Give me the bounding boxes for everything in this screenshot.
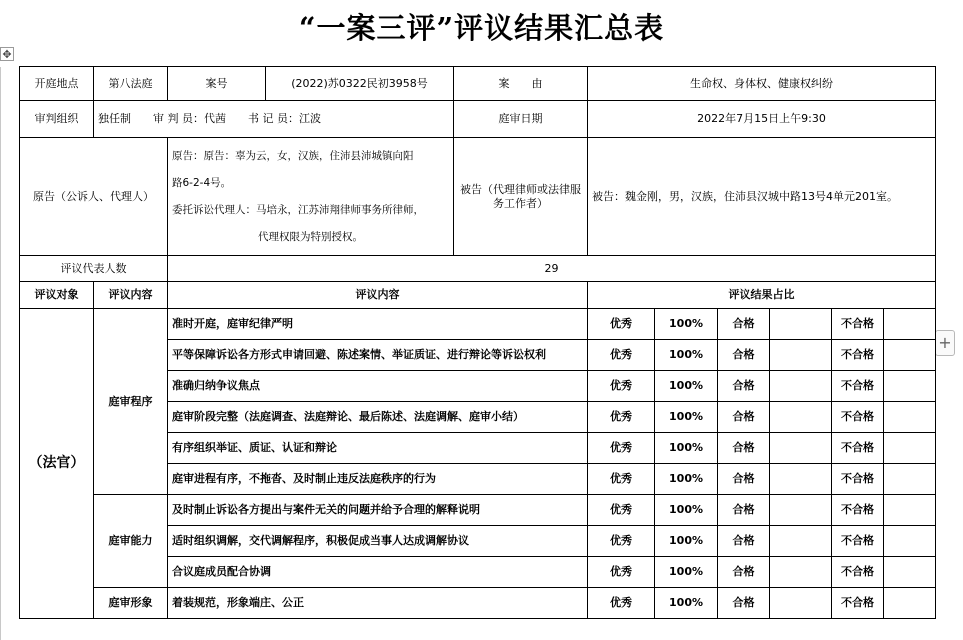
plaintiff-line: 委托诉讼代理人：马培永，江苏沛翔律师事务所律师， bbox=[172, 203, 424, 216]
table-move-handle-icon[interactable]: ✥ bbox=[0, 47, 14, 61]
col-item-header: 评议内容 bbox=[94, 282, 168, 309]
court-place-label: 开庭地点 bbox=[20, 67, 94, 101]
fail-percent bbox=[884, 309, 936, 340]
cause-value: 生命权、身体权、健康权纠纷 bbox=[588, 67, 936, 101]
grade-pass: 合格 bbox=[718, 433, 770, 464]
evaluation-row bbox=[20, 588, 936, 619]
grade-excellent: 优秀 bbox=[588, 495, 655, 526]
reps-row bbox=[20, 256, 936, 282]
excellent-percent: 100% bbox=[655, 464, 718, 495]
excellent-percent: 100% bbox=[655, 402, 718, 433]
date-label: 庭审日期 bbox=[454, 101, 588, 138]
grade-excellent: 优秀 bbox=[588, 526, 655, 557]
col-result-header: 评议结果占比 bbox=[588, 282, 936, 309]
col-content-header: 评议内容 bbox=[168, 282, 588, 309]
excellent-percent: 100% bbox=[655, 495, 718, 526]
reps-label: 评议代表人数 bbox=[20, 256, 168, 282]
excellent-percent: 100% bbox=[655, 371, 718, 402]
pass-percent bbox=[770, 371, 832, 402]
case-no-value: (2022)苏0322民初3958号 bbox=[266, 67, 454, 101]
grade-excellent: 优秀 bbox=[588, 433, 655, 464]
court-place-value: 第八法庭 bbox=[94, 67, 168, 101]
criterion-text: 平等保障诉讼各方形式申请回避、陈述案情、举证质证、进行辩论等诉讼权利 bbox=[168, 340, 588, 371]
excellent-percent: 100% bbox=[655, 588, 718, 619]
criterion-text: 庭审进程有序，不拖沓、及时制止违反法庭秩序的行为 bbox=[168, 464, 588, 495]
excellent-percent: 100% bbox=[655, 433, 718, 464]
grade-fail: 不合格 bbox=[832, 371, 884, 402]
defendant-label: 被告（代理律师或法律服务工作者） bbox=[454, 138, 588, 256]
grade-fail: 不合格 bbox=[832, 433, 884, 464]
pass-percent bbox=[770, 402, 832, 433]
plaintiff-line: 代理权限为特别授权。 bbox=[258, 230, 363, 243]
add-row-button[interactable]: + bbox=[935, 330, 955, 356]
fail-percent bbox=[884, 557, 936, 588]
date-value: 2022年7月15日上午9:30 bbox=[588, 101, 936, 138]
grade-fail: 不合格 bbox=[832, 402, 884, 433]
evaluation-row bbox=[20, 495, 936, 526]
fail-percent bbox=[884, 371, 936, 402]
column-header-row bbox=[20, 282, 936, 309]
header-row-2 bbox=[20, 101, 936, 138]
pass-percent bbox=[770, 526, 832, 557]
grade-fail: 不合格 bbox=[832, 340, 884, 371]
plaintiff-info bbox=[168, 138, 454, 256]
reps-count: 29 bbox=[168, 256, 936, 282]
grade-fail: 不合格 bbox=[832, 526, 884, 557]
grade-excellent: 优秀 bbox=[588, 340, 655, 371]
plaintiff-line: 原告：原告：辜为云，女，汉族，住沛县沛城镇向阳 bbox=[172, 149, 414, 162]
grade-pass: 合格 bbox=[718, 371, 770, 402]
grade-excellent: 优秀 bbox=[588, 588, 655, 619]
grade-pass: 合格 bbox=[718, 588, 770, 619]
grade-excellent: 优秀 bbox=[588, 402, 655, 433]
grade-excellent: 优秀 bbox=[588, 557, 655, 588]
pass-percent bbox=[770, 557, 832, 588]
grade-fail: 不合格 bbox=[832, 557, 884, 588]
org-value: 独任制 审 判 员：代茜 书 记 员：江波 bbox=[94, 101, 454, 138]
group-name-cell: 庭审程序 bbox=[94, 309, 168, 495]
pass-percent bbox=[770, 309, 832, 340]
grade-pass: 合格 bbox=[718, 402, 770, 433]
grade-fail: 不合格 bbox=[832, 495, 884, 526]
criterion-text: 准时开庭，庭审纪律严明 bbox=[168, 309, 588, 340]
grade-fail: 不合格 bbox=[832, 588, 884, 619]
header-row-1 bbox=[20, 67, 936, 101]
cause-label: 案 由 bbox=[454, 67, 588, 101]
criterion-text: 着装规范，形象端庄、公正 bbox=[168, 588, 588, 619]
grade-excellent: 优秀 bbox=[588, 371, 655, 402]
pass-percent bbox=[770, 495, 832, 526]
criterion-text: 有序组织举证、质证、认证和辩论 bbox=[168, 433, 588, 464]
grade-pass: 合格 bbox=[718, 340, 770, 371]
excellent-percent: 100% bbox=[655, 309, 718, 340]
grade-fail: 不合格 bbox=[832, 309, 884, 340]
org-label: 审判组织 bbox=[20, 101, 94, 138]
page-title: “一案三评”评议结果汇总表 bbox=[298, 11, 665, 45]
pass-percent bbox=[770, 433, 832, 464]
grade-pass: 合格 bbox=[718, 495, 770, 526]
fail-percent bbox=[884, 464, 936, 495]
defendant-info: 被告：魏金刚，男，汉族，住沛县汉城中路13号4单元201室。 bbox=[588, 138, 936, 256]
criterion-text: 合议庭成员配合协调 bbox=[168, 557, 588, 588]
pass-percent bbox=[770, 588, 832, 619]
excellent-percent: 100% bbox=[655, 340, 718, 371]
criterion-text: 准确归纳争议焦点 bbox=[168, 371, 588, 402]
grade-pass: 合格 bbox=[718, 526, 770, 557]
pass-percent bbox=[770, 464, 832, 495]
fail-percent bbox=[884, 495, 936, 526]
grade-fail: 不合格 bbox=[832, 464, 884, 495]
plaintiff-label: 原告（公诉人、代理人） bbox=[20, 138, 168, 256]
grade-excellent: 优秀 bbox=[588, 464, 655, 495]
col-target-header: 评议对象 bbox=[20, 282, 94, 309]
grade-pass: 合格 bbox=[718, 557, 770, 588]
excellent-percent: 100% bbox=[655, 557, 718, 588]
grade-excellent: 优秀 bbox=[588, 309, 655, 340]
group-name-cell: 庭审形象 bbox=[94, 588, 168, 619]
criterion-text: 及时制止诉讼各方提出与案件无关的问题并给予合理的解释说明 bbox=[168, 495, 588, 526]
page-edge-line bbox=[0, 67, 1, 640]
criterion-text: 庭审阶段完整（法庭调查、法庭辩论、最后陈述、法庭调解、庭审小结） bbox=[168, 402, 588, 433]
plaintiff-line: 路6-2-4号。 bbox=[172, 176, 232, 189]
fail-percent bbox=[884, 402, 936, 433]
criterion-text: 适时组织调解，交代调解程序，积极促成当事人达成调解协议 bbox=[168, 526, 588, 557]
excellent-percent: 100% bbox=[655, 526, 718, 557]
grade-pass: 合格 bbox=[718, 464, 770, 495]
evaluation-row bbox=[20, 309, 936, 340]
case-no-label: 案号 bbox=[168, 67, 266, 101]
fail-percent bbox=[884, 588, 936, 619]
party-row bbox=[20, 138, 936, 256]
fail-percent bbox=[884, 526, 936, 557]
summary-table bbox=[19, 66, 936, 619]
evaluatee-cell: （法官） bbox=[20, 309, 94, 619]
fail-percent bbox=[884, 433, 936, 464]
fail-percent bbox=[884, 340, 936, 371]
pass-percent bbox=[770, 340, 832, 371]
grade-pass: 合格 bbox=[718, 309, 770, 340]
group-name-cell: 庭审能力 bbox=[94, 495, 168, 588]
